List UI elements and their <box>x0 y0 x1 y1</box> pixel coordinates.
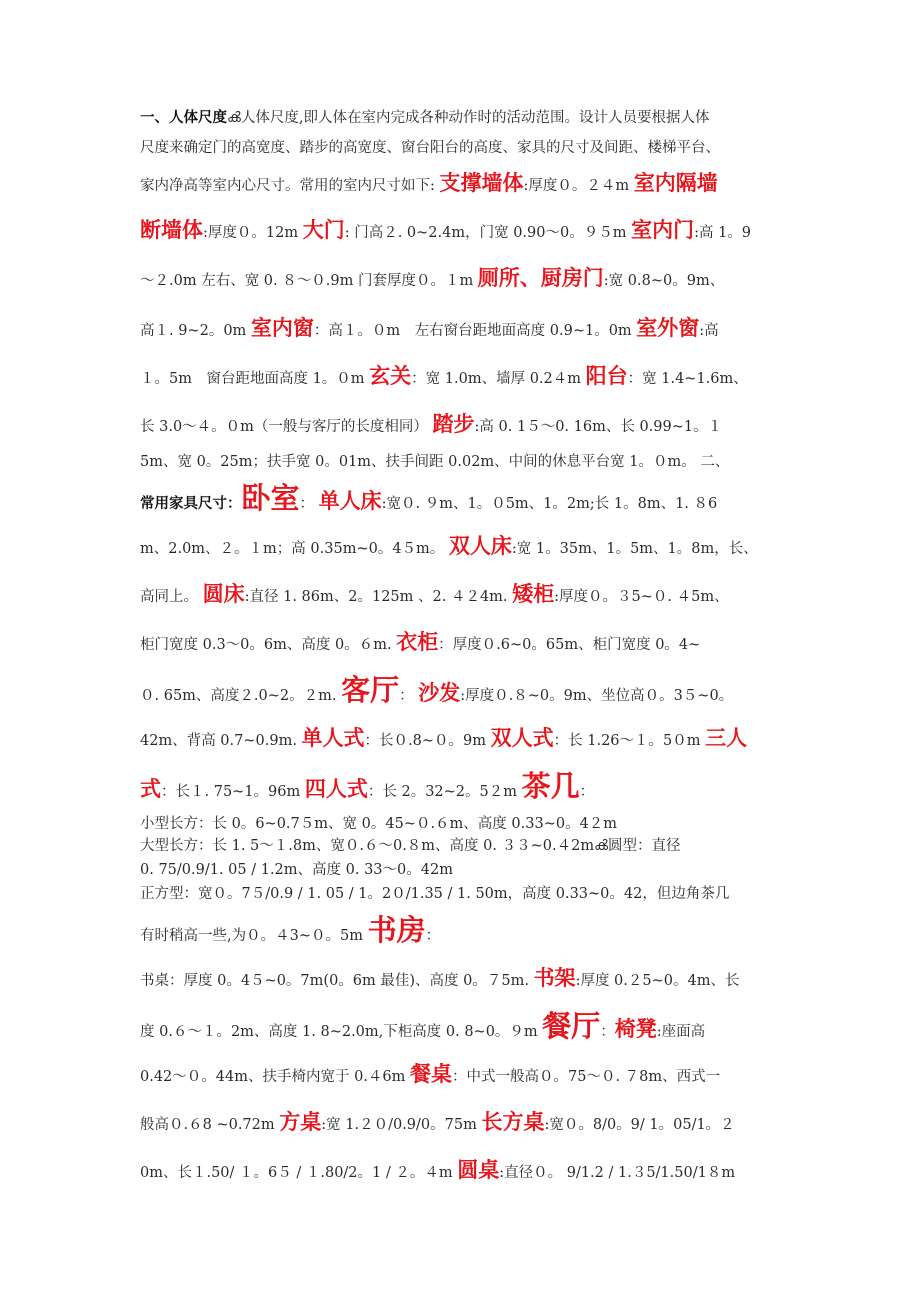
text-line <box>140 452 729 472</box>
red-heading: 室内窗 <box>250 316 314 340</box>
body-text: ：宽 1.4~1.6m、 <box>627 371 748 387</box>
red-heading: 椅凳 <box>614 1017 657 1041</box>
body-text: ：宽 1.0m、墙厚 0.2４m <box>411 371 586 387</box>
text-line <box>140 268 724 291</box>
red-heading: 支撑墙体 <box>439 171 524 195</box>
body-text: 42m、背高 0.7~0.9m. <box>140 733 302 749</box>
body-text: :厚度０.８~0。9m、坐位高０。3５~0。 <box>460 688 734 704</box>
body-text: ：厚度０.6~0。65m、柜门宽度 0。4~ <box>438 637 701 653</box>
body-text: 般高０.６8 ~0.72m <box>140 1117 280 1133</box>
red-heading: 断墙体 <box>140 218 203 242</box>
body-text: 大型长方：长 1. 5～１.8m、宽０.６～0.８m、高度 0. ３３~0.４2mൿ圆型：直径 <box>140 838 681 854</box>
body-text: :宽 1。35m、1。5m、1。8m，长、 <box>511 541 758 557</box>
red-heading: 室内门 <box>631 218 695 242</box>
body-text: ０. 65m、高度２.0~2。２m. <box>140 688 342 704</box>
text-line <box>140 1160 735 1183</box>
red-heading: 沙发 <box>418 681 461 705</box>
body-text: 正方型：宽０。7５/0.9 / 1. 05 / 1。2０/1.35 / 1. 50m，高度 0.33~0。42，但边角茶几 <box>140 886 730 902</box>
text-line <box>140 220 751 243</box>
body-text: : 门高２. 0~2.4m，门宽 0.90～0。９５m <box>344 225 632 241</box>
text-line <box>140 968 739 991</box>
red-heading: 书架 <box>533 966 576 990</box>
red-heading: 双人式 <box>490 726 554 750</box>
red-heading: 阳台 <box>585 364 628 388</box>
text-line <box>140 1009 706 1043</box>
body-text: １。5m 窗台距地面高度 1。０m <box>140 371 370 387</box>
text-line <box>140 138 720 158</box>
text-line <box>140 913 441 947</box>
red-heading: 厕所、厨房门 <box>477 266 604 290</box>
body-text: ： <box>600 1024 615 1040</box>
body-text: :厚度 0.２5~0。4m、长 <box>575 973 740 989</box>
body-text: 尺度来确定门的高宽度、踏步的高宽度、窗台阳台的高度、家具的尺寸及间距、楼梯平台、 <box>140 140 720 156</box>
body-text: ～２.0m 左右、宽 0. ８～０.9m 门套厚度０。１m <box>140 273 478 289</box>
red-heading: 长方桌 <box>481 1110 545 1134</box>
body-text: :宽 1.２０/0.9/0。75m <box>321 1117 482 1133</box>
text-line <box>140 673 734 707</box>
red-heading: 室外窗 <box>636 316 700 340</box>
red-heading: 卧室 <box>241 481 300 515</box>
body-text: :厚度０。３5~０. ４5m、 <box>554 589 729 605</box>
text-line <box>140 884 729 904</box>
red-heading: 方桌 <box>279 1110 322 1134</box>
bold-heading: 一、人体尺度 <box>140 110 227 126</box>
body-text: :高 <box>699 323 719 339</box>
body-text: 柜门宽度 0.3～0。6m、高度 0。６m. <box>140 637 397 653</box>
text-line <box>140 481 718 515</box>
text-line <box>140 836 680 856</box>
text-line <box>140 1112 735 1135</box>
red-heading: 矮柜 <box>512 582 555 606</box>
body-text: :厚度０。12m <box>203 225 303 241</box>
text-line <box>140 536 758 559</box>
body-text: 5m、宽 0。25m；扶手宽 0。01m、扶手间距 0.02m、中间的休息平台宽 1。０m。 二、 <box>140 454 730 470</box>
red-heading: 茶几 <box>521 769 580 803</box>
body-text: :宽０. ９m、1。０5m、1。2m;长 1。8m、1. ８6 <box>381 496 718 512</box>
red-heading: 大门 <box>302 218 345 242</box>
body-text: 书桌：厚度 0。4５~0。7m(0。6m 最佳)、高度 0。７5m. <box>140 973 534 989</box>
body-text: 0.42～０。44m、扶手椅内宽于 0.４6m <box>140 1069 411 1085</box>
text-line <box>140 173 718 196</box>
red-heading: 三人 <box>705 726 748 750</box>
body-text: :宽 0.8~0。9m、 <box>603 273 725 289</box>
body-text: :直径 1. 86m、2。125m 、2. ４２4m. <box>244 589 513 605</box>
red-heading: 四人式 <box>304 777 368 801</box>
body-text: 0. 75/0.9/1. 05 / 1.2m、高度 0. 33～0。42m <box>140 862 453 878</box>
body-text: 家内净高等室内心尺寸。常用的室内尺寸如下: <box>140 178 440 194</box>
text-line <box>140 414 722 437</box>
body-text: ：长 1.26～１。5０m <box>553 733 706 749</box>
red-heading: 踏步 <box>432 412 475 436</box>
body-text: ： <box>299 496 319 512</box>
body-text: :座面高 <box>656 1024 706 1040</box>
body-text: :高 0. 1５～0. 16m、长 0.99~1。１ <box>474 419 723 435</box>
body-text: 高同上。 <box>140 589 203 605</box>
body-text: :直径０。 9/1.2 / 1.３5/1.50/1８m <box>499 1165 736 1181</box>
red-heading: 餐桌 <box>410 1062 453 1086</box>
body-text: ：长０.8~０。9m <box>364 733 491 749</box>
red-heading: 双人床 <box>448 534 512 558</box>
red-heading: 室内隔墙 <box>633 171 718 195</box>
text-line <box>140 318 719 341</box>
red-heading: 式 <box>140 777 161 801</box>
body-text: ：高１。０m 左右窗台距地面高度 0.9~1。0m <box>313 323 637 339</box>
body-text: ： <box>579 784 595 800</box>
body-text: 有时稍高一些,为０。４3~０。5m <box>140 928 368 944</box>
text-line <box>140 584 729 607</box>
body-text: :高 1。9 <box>694 225 752 241</box>
body-text: 度 0.６～１。2m、高度 1. 8~2.0m,下柜高度 0. 8~0。９m <box>140 1024 543 1040</box>
red-heading: 单人式 <box>301 726 365 750</box>
body-text: 0m、长１.50/ １。6５ / １.80/2。1 / ２。４m <box>140 1165 458 1181</box>
text-line <box>140 769 595 803</box>
body-text: ：中式一般高０。75～０. ７8m、西式一 <box>452 1069 721 1085</box>
body-text: ：长１. 75~1。96m <box>161 784 305 800</box>
body-text: :宽０。8/0。9/ 1。05/1。２ <box>544 1117 735 1133</box>
text-line <box>140 860 453 880</box>
bold-heading: 常用家具尺寸： <box>140 496 242 512</box>
red-heading: 圆床 <box>202 582 245 606</box>
text-line <box>140 728 747 751</box>
body-text: ൿ人体尺度,即人体在室内完成各种动作时的活动范围。设计人员要根据人体 <box>227 110 710 126</box>
red-heading: 圆桌 <box>457 1158 500 1182</box>
body-text: m、2.0m、２。１m；高 0.35m~0。4５m。 <box>140 541 449 557</box>
text-line <box>140 814 617 834</box>
red-heading: 客厅 <box>341 673 400 707</box>
red-heading: 衣柜 <box>396 630 439 654</box>
red-heading: 餐厅 <box>542 1009 601 1043</box>
text-line <box>140 108 709 128</box>
red-heading: 书房 <box>367 913 426 947</box>
body-text: 小型长方：长 0。6~0.7５m、宽 0。45~０.６m、高度 0.33~0。4２m <box>140 816 618 832</box>
text-line <box>140 1064 720 1087</box>
red-heading: 单人床 <box>318 489 382 513</box>
body-text: ： <box>425 928 441 944</box>
text-line <box>140 632 700 655</box>
body-text: ： <box>399 688 419 704</box>
body-text: :厚度０。２４m <box>523 178 634 194</box>
body-text: 长 3.0～４。０m（一般与客厅的长度相同） <box>140 419 433 435</box>
body-text: ：长 2。32~2。5２m <box>367 784 522 800</box>
red-heading: 玄关 <box>369 364 412 388</box>
body-text: 高１. 9~2。0m <box>140 323 251 339</box>
text-line <box>140 366 748 389</box>
